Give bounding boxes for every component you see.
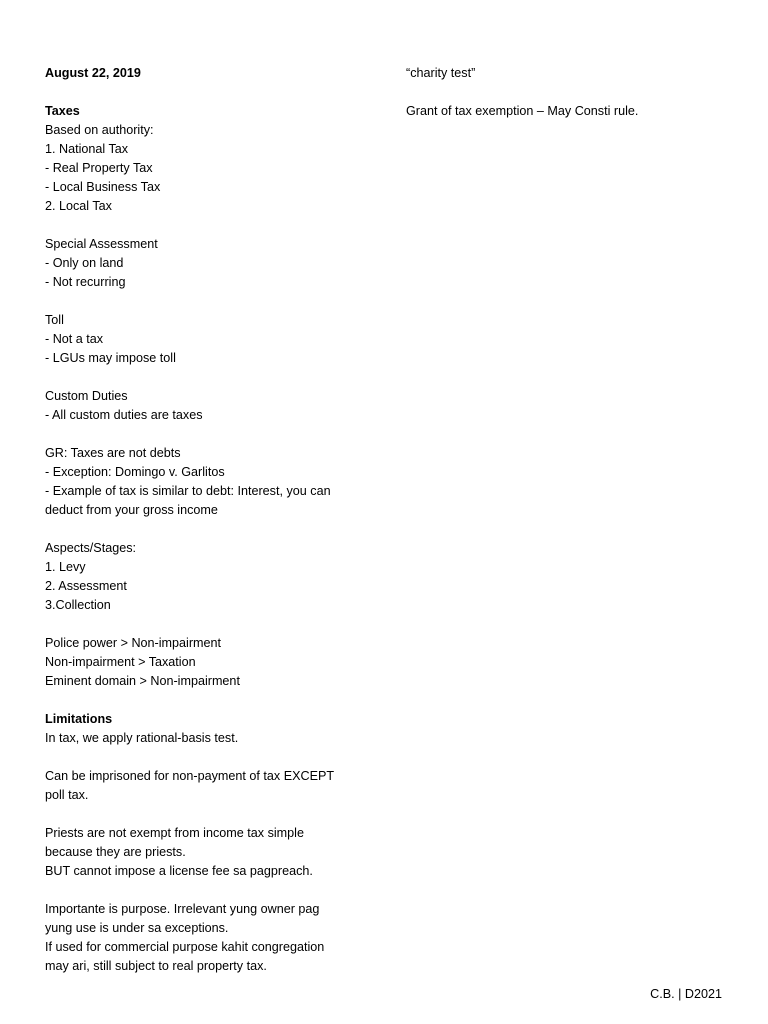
left-column <box>45 64 375 976</box>
note-line: Aspects/Stages: <box>45 541 137 555</box>
note-line: Eminent domain > Non-impairment <box>45 674 240 688</box>
note-line: - Exception: Domingo v. Garlitos <box>45 465 225 479</box>
note-line: - Not a tax <box>45 332 104 346</box>
note-line: - Only on land <box>45 256 124 270</box>
note-line: 2. Assessment <box>45 579 127 593</box>
note-line: - Local Business Tax <box>45 180 161 194</box>
note-line: Grant of tax exemption – May Consti rule. <box>406 104 639 118</box>
spacer <box>45 520 375 539</box>
note-line: yung use is under sa exceptions. <box>45 921 229 935</box>
spacer <box>45 216 375 235</box>
note-line: - LGUs may impose toll <box>45 351 176 365</box>
spacer <box>45 425 375 444</box>
spacer <box>45 292 375 311</box>
note-line: - All custom duties are taxes <box>45 408 203 422</box>
note-line: 1. National Tax <box>45 142 129 156</box>
heading-limitations: Limitations <box>45 712 113 726</box>
spacer <box>406 83 736 102</box>
spacer <box>45 615 375 634</box>
spacer <box>45 83 375 102</box>
note-line: Can be imprisoned for non-payment of tax EXCEPT <box>45 769 335 783</box>
note-line: “charity test” <box>406 66 476 80</box>
note-line: 1. Levy <box>45 560 86 574</box>
note-line: In tax, we apply rational-basis test. <box>45 731 239 745</box>
note-line: Special Assessment <box>45 237 158 251</box>
footer-initials: C.B. | D2021 <box>650 987 722 1001</box>
heading-taxes: Taxes <box>45 104 80 118</box>
note-line: Custom Duties <box>45 389 128 403</box>
note-line: - Not recurring <box>45 275 126 289</box>
note-line: Non-impairment > Taxation <box>45 655 196 669</box>
note-line: because they are priests. <box>45 845 186 859</box>
note-line: - Real Property Tax <box>45 161 153 175</box>
note-line: GR: Taxes are not debts <box>45 446 181 460</box>
note-line: poll tax. <box>45 788 89 802</box>
note-line: Priests are not exempt from income tax simple <box>45 826 304 840</box>
right-column <box>406 64 736 121</box>
spacer <box>45 881 375 900</box>
spacer <box>45 805 375 824</box>
note-line: may ari, still subject to real property tax. <box>45 959 267 973</box>
note-line: 3.Collection <box>45 598 111 612</box>
note-line: BUT cannot impose a license fee sa pagpreach. <box>45 864 313 878</box>
note-line: Toll <box>45 313 64 327</box>
note-line: deduct from your gross income <box>45 503 218 517</box>
note-line: 2. Local Tax <box>45 199 112 213</box>
note-line: Based on authority: <box>45 123 154 137</box>
spacer <box>45 691 375 710</box>
spacer <box>45 368 375 387</box>
spacer <box>45 748 375 767</box>
note-line: - Example of tax is similar to debt: Interest, you can <box>45 484 331 498</box>
note-line: Police power > Non-impairment <box>45 636 222 650</box>
note-date: August 22, 2019 <box>45 66 141 80</box>
note-line: Importante is purpose. Irrelevant yung owner pag <box>45 902 320 916</box>
note-line: If used for commercial purpose kahit congregation <box>45 940 325 954</box>
